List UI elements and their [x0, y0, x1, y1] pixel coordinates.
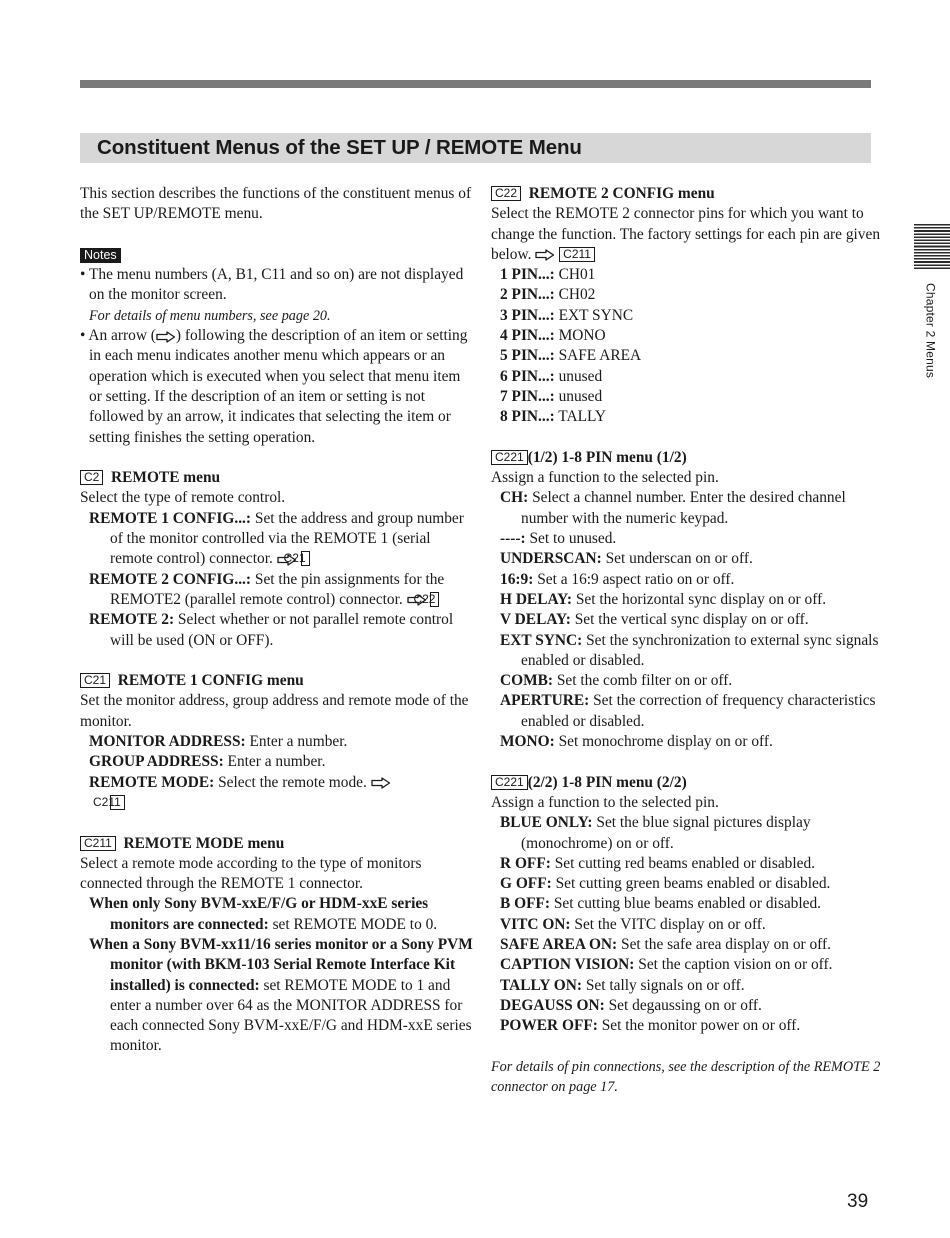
c2-item-remote2-config: REMOTE 2 CONFIG...: Set the pin assignments for the REMOTE2 (parallel remote control) connector. C22	[89, 570, 445, 608]
top-rule	[80, 80, 871, 88]
c2-heading: C2 REMOTE menu	[80, 468, 475, 488]
c221-part2-heading: C221 (2/2) 1-8 PIN menu (2/2)	[491, 773, 881, 793]
pin-function-item: ----: Set to unused.	[500, 530, 617, 548]
pin-function-item: MONO: Set monochrome display on or off.	[500, 733, 773, 751]
notes-label: Notes	[80, 248, 121, 263]
c211-heading: C211 REMOTE MODE menu	[80, 834, 475, 854]
c21-section	[80, 671, 475, 813]
pin-function-item: 16:9: Set a 16:9 aspect ratio on or off.	[500, 570, 735, 588]
page-number: 39	[847, 1191, 869, 1212]
pin-function-item: R OFF: Set cutting red beams enabled or disabled.	[500, 854, 816, 872]
menu-ref-badge: C22	[430, 592, 439, 607]
chapter-tab-marker	[914, 224, 950, 270]
menu-ref-badge: C211	[110, 795, 125, 810]
pin-function-item: VITC ON: Set the VITC display on or off.	[500, 915, 766, 933]
page-title: Constituent Menus of the SET UP / REMOTE Menu	[97, 135, 582, 159]
note-1-reference: For details of menu numbers, see page 20.	[89, 307, 331, 324]
pin-function-item: COMB: Set the comb filter on or off.	[500, 672, 733, 690]
pin-8-setting: 8 PIN...: TALLY	[500, 408, 606, 426]
c211-section	[80, 834, 475, 1057]
menu-code-badge: C2	[80, 470, 103, 485]
pin-function-item: TALLY ON: Set tally signals on or off.	[500, 976, 745, 994]
arrow-icon	[156, 331, 176, 343]
c221-part2-section	[491, 773, 881, 1037]
c211-item-mode-1: When a Sony BVM-xx11/16 series monitor or a Sony PVM monitor (with BKM-103 Serial Remote Interface Kit installed) is connected: set REMOTE MODE to 1 and enter a number over 64 as the MONITOR ADDRESS for each connected Sony BVM-xxE/F/G and HDM-xxE series monitor.	[89, 935, 473, 1055]
c2-section	[80, 468, 475, 651]
pin-function-item: B OFF: Set cutting blue beams enabled or disabled.	[500, 895, 821, 913]
c21-item-remote-mode: REMOTE MODE: Select the remote mode. C211	[80, 773, 475, 814]
note-2: • An arrow ( ) following the description of an item or setting in each menu indicates another menu which appears or an operation which is executed when you select that menu item or setting. If the description of an item or setting is not followed by an arrow, it indicates that selecting the item or setting finishes the setting operation.	[80, 327, 468, 446]
pin-5-setting: 5 PIN...: SAFE AREA	[500, 347, 642, 365]
pin-function-item: H DELAY: Set the horizontal sync display on or off.	[500, 590, 827, 608]
c21-item-group-address: GROUP ADDRESS: Enter a number.	[89, 753, 326, 771]
c221-part1-heading: C221 (1/2) 1-8 PIN menu (1/2)	[491, 448, 881, 468]
c221-part1-description: Assign a function to the selected pin.	[491, 469, 719, 487]
c21-item-monitor-address: MONITOR ADDRESS: Enter a number.	[89, 733, 348, 751]
pin-2-setting: 2 PIN...: CH02	[500, 286, 596, 304]
pin-function-item: CH: Select a channel number. Enter the desired channel number with the numeric keypad.	[500, 489, 846, 527]
menu-code-badge: C211	[80, 836, 116, 851]
pin-function-item: SAFE AREA ON: Set the safe area display on or off.	[500, 935, 832, 953]
pin-6-setting: 6 PIN...: unused	[500, 367, 603, 385]
c2-item-remote1-config: REMOTE 1 CONFIG...: Set the address and group number of the monitor controlled via the REMOTE 1 (serial remote control) connector. C21	[89, 509, 464, 568]
pin-7-setting: 7 PIN...: unused	[500, 387, 603, 405]
c21-description: Set the monitor address, group address and remote mode of the monitor.	[80, 692, 469, 730]
footnote: For details of pin connections, see the description of the REMOTE 2 connector on page 17.	[491, 1058, 881, 1095]
left-column	[80, 184, 475, 1057]
note-1: • The menu numbers (A, B1, C11 and so on) are not displayed on the monitor screen.	[80, 266, 464, 304]
pin-1-setting: 1 PIN...: CH01	[500, 266, 596, 284]
pin-function-item: EXT SYNC: Set the synchronization to external sync signals enabled or disabled.	[500, 631, 879, 669]
pin-function-item: V DELAY: Set the vertical sync display on or off.	[500, 611, 809, 629]
menu-code-badge: C21	[80, 673, 110, 688]
c221-part2-description: Assign a function to the selected pin.	[491, 793, 719, 811]
intro-text: This section describes the functions of the constituent menus of the SET UP/REMOTE menu.	[80, 185, 472, 223]
arrow-icon	[535, 249, 555, 261]
pin-function-item: CAPTION VISION: Set the caption vision on or off.	[500, 956, 833, 974]
pin-3-setting: 3 PIN...: EXT SYNC	[500, 306, 634, 324]
menu-code-badge: C221	[491, 775, 528, 790]
c211-item-mode-0: When only Sony BVM-xxE/F/G or HDM-xxE series monitors are connected: set REMOTE MODE to 0.	[89, 895, 438, 933]
c2-item-remote2: REMOTE 2: Select whether or not parallel remote control will be used (ON or OFF).	[89, 611, 454, 649]
pin-function-item: UNDERSCAN: Set underscan on or off.	[500, 550, 753, 568]
c22-heading: C22 REMOTE 2 CONFIG menu	[491, 184, 881, 204]
c22-section	[491, 184, 881, 428]
pin-function-item: POWER OFF: Set the monitor power on or off.	[500, 1017, 801, 1035]
c22-description: Select the REMOTE 2 connector pins for which you want to change the function. The factory settings for each pin are given below. C211	[491, 205, 881, 263]
section-title-bar	[80, 133, 871, 163]
chapter-label: Chapter 2 Menus	[923, 283, 938, 379]
right-column	[491, 184, 881, 1097]
menu-ref-badge: C21	[301, 551, 310, 566]
arrow-icon	[371, 777, 391, 789]
c21-heading: C21 REMOTE 1 CONFIG menu	[80, 671, 475, 691]
c2-description: Select the type of remote control.	[80, 489, 286, 507]
pin-function-item: APERTURE: Set the correction of frequency characteristics enabled or disabled.	[500, 692, 876, 730]
pin-function-item: DEGAUSS ON: Set degaussing on or off.	[500, 996, 762, 1014]
menu-ref-badge: C211	[559, 247, 595, 262]
pin-function-item: G OFF: Set cutting green beams enabled or disabled.	[500, 875, 831, 893]
c211-description: Select a remote mode according to the type of monitors connected through the REMOTE 1 connector.	[80, 854, 422, 893]
menu-code-badge: C221	[491, 450, 528, 465]
c221-part1-section	[491, 448, 881, 752]
pin-function-item: BLUE ONLY: Set the blue signal pictures display (monochrome) on or off.	[500, 814, 811, 852]
pin-4-setting: 4 PIN...: MONO	[500, 327, 606, 345]
menu-code-badge: C22	[491, 186, 521, 201]
